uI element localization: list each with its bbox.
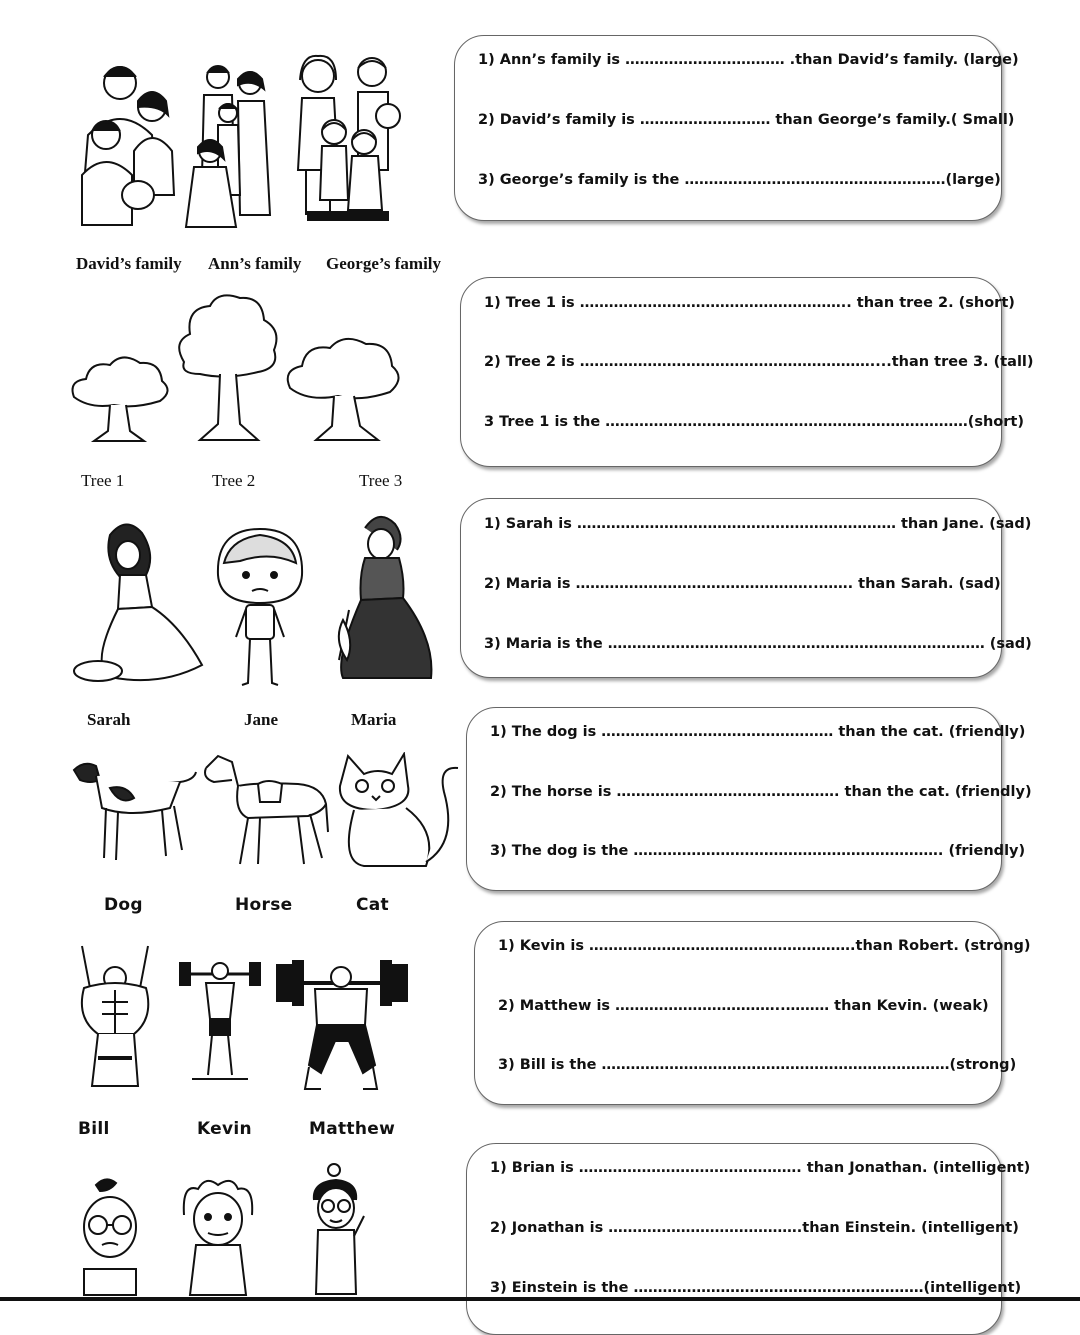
- jonathan-picture: [178, 1175, 258, 1297]
- exercise-line-trees-2: 2) Tree 2 is ……………………………………………………....than tree 3. (tall): [484, 354, 1034, 370]
- maria-picture: [325, 510, 440, 685]
- exercise-line-sadness-3: 3) Maria is the …………………………………………………………………… (sad): [484, 636, 1032, 652]
- exercise-line-trees-3: 3 Tree 1 is the …………………………………………………………………(short): [484, 414, 1024, 430]
- caption-maria: Maria: [351, 710, 397, 729]
- caption-matthew: Matthew: [309, 1119, 396, 1139]
- caption-kevin: Kevin: [197, 1119, 252, 1139]
- caption-dog: Dog: [104, 895, 143, 915]
- exercise-line-sadness-1: 1) Sarah is ………………………………………………………… than Jane. (sad): [484, 516, 1032, 532]
- davids-family-picture: [68, 55, 178, 235]
- exercise-line-strength-2: 2) Matthew is ……………………………..……… than Kevin. (weak): [498, 998, 989, 1014]
- exercise-line-animals-1: 1) The dog is ………………………………………… than the cat. (friendly): [490, 724, 1026, 740]
- exercise-line-animals-2: 2) The horse is ………………………………………. than the cat. (friendly): [490, 784, 1032, 800]
- caption-tree-2: Tree 2: [212, 471, 256, 490]
- brian-picture: [74, 1175, 149, 1297]
- caption-bill: Bill: [78, 1119, 110, 1139]
- kevin-picture: [178, 955, 263, 1085]
- exercise-line-intelligence-2: 2) Jonathan is ………………………………….than Einstein. (intelligent): [490, 1220, 1019, 1236]
- caption-horse: Horse: [235, 895, 293, 915]
- tree-3-picture: [282, 330, 407, 445]
- caption-tree-3: Tree 3: [359, 471, 403, 490]
- exercise-line-sadness-2: 2) Maria is …………………………………………..……. than Sarah. (sad): [484, 576, 1001, 592]
- caption-sarah: Sarah: [87, 710, 131, 729]
- exercise-line-intelligence-1: 1) Brian is ………………………………………. than Jonathan. (intelligent): [490, 1160, 1031, 1176]
- georges-family-picture: [288, 50, 408, 230]
- caption-anns-family: Ann’s family: [208, 254, 302, 273]
- exercise-line-families-2: 2) David’s family is ……………………… than George’s family.( Small): [478, 112, 1015, 128]
- tree-1-picture: [64, 345, 174, 445]
- exercise-line-trees-1: 1) Tree 1 is ……………………………………………….. than tree 2. (short): [484, 295, 1015, 311]
- caption-davids-family: David’s family: [76, 254, 182, 273]
- horse-picture: [198, 752, 333, 872]
- exercise-line-strength-3: 3) Bill is the ………………………………………………………………(strong): [498, 1057, 1017, 1073]
- anns-family-picture: [180, 55, 280, 235]
- exercise-line-families-1: 1) Ann’s family is …………………………… .than David’s family. (large): [478, 52, 1019, 68]
- exercise-line-animals-3: 3) The dog is the ………………………………………………………. (friendly): [490, 843, 1026, 859]
- caption-tree-1: Tree 1: [81, 471, 125, 490]
- bill-picture: [68, 938, 163, 1093]
- matthew-picture: [275, 955, 410, 1095]
- page-bottom-border: [0, 1297, 1080, 1301]
- exercise-line-strength-1: 1) Kevin is ……………………………………………….than Robert. (strong): [498, 938, 1031, 954]
- dog-picture: [70, 758, 200, 868]
- sarah-picture: [70, 515, 210, 690]
- cat-picture: [334, 752, 464, 872]
- einstein-picture: [306, 1160, 371, 1297]
- exercise-line-intelligence-3: 3) Einstein is the ……………………………………………………(intelligent): [490, 1280, 1022, 1296]
- caption-jane: Jane: [244, 710, 278, 729]
- tree-2-picture: [170, 290, 285, 445]
- caption-cat: Cat: [356, 895, 389, 915]
- exercise-line-families-3: 3) George’s family is the ………………………………………………(large): [478, 172, 1001, 188]
- caption-georges-family: George’s family: [326, 254, 442, 273]
- jane-picture: [210, 525, 310, 690]
